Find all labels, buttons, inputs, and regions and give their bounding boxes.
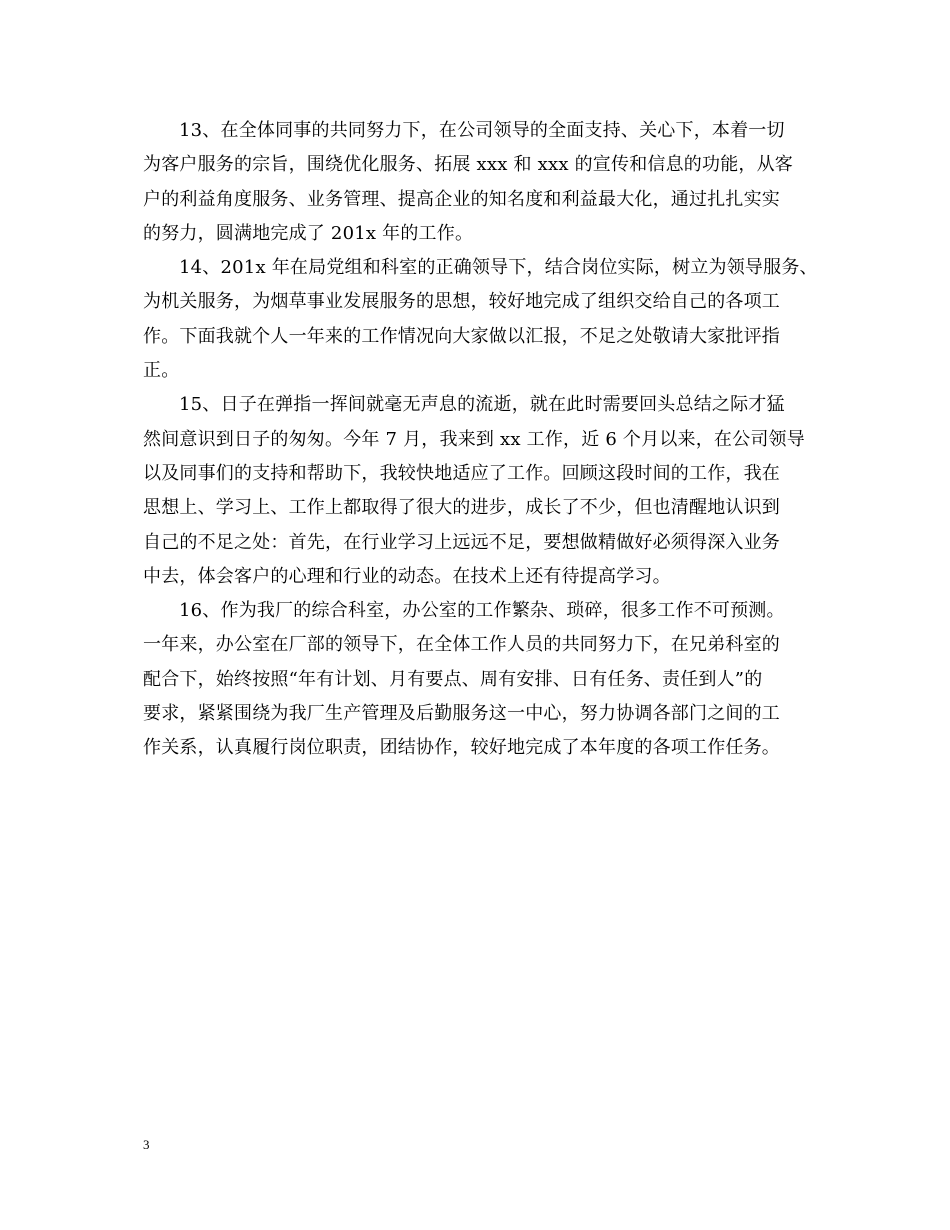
paragraph-line: 作关系，认真履行岗位职责，团结协作，较好地完成了本年度的各项工作任务。: [143, 737, 780, 759]
paragraph-13: [143, 114, 813, 251]
paragraph-line: 自己的不足之处：首先，在行业学习上远远不足，要想做精做好必须得深入业务: [143, 531, 780, 553]
paragraph-line: 思想上、学习上、工作上都取得了很大的进步，成长了不少，但也清醒地认识到: [143, 497, 780, 519]
paragraph-line: 15、日子在弹指一挥间就毫无声息的流逝，就在此时需要回头总结之际才猛: [179, 394, 785, 416]
paragraph-line: 然间意识到日子的匆匆。今年 7 月，我来到 xx 工作，近 6 个月以来，在公司领导: [143, 428, 805, 450]
paragraph-line: 正。: [143, 360, 180, 382]
paragraph-line: 为机关服务，为烟草事业发展服务的思想，较好地完成了组织交给自己的各项工: [143, 291, 780, 313]
paragraph-line: 为客户服务的宗旨，围绕优化服务、拓展 xxx 和 xxx 的宣传和信息的功能，从客: [143, 154, 793, 176]
paragraph-line: 配合下，始终按照“年有计划、月有要点、周有安排、日有任务、责任到人”的: [143, 668, 763, 690]
paragraph-line: 户的利益角度服务、业务管理、提高企业的知名度和利益最大化，通过扎扎实实: [143, 188, 780, 210]
paragraph-16: [143, 594, 813, 765]
paragraph-line: 14、201x 年在局党组和科室的正确领导下，结合岗位实际，树立为领导服务、: [179, 257, 818, 279]
paragraph-line: 中去，体会客户的心理和行业的动态。在技术上还有待提高学习。: [143, 565, 671, 587]
paragraph-line: 作。下面我就个人一年来的工作情况向大家做以汇报，不足之处敬请大家批评指: [143, 325, 780, 347]
paragraph-line: 13、在全体同事的共同努力下，在公司领导的全面支持、关心下，本着一切: [179, 120, 785, 141]
paragraph-line: 一年来，办公室在厂部的领导下，在全体工作人员的共同努力下，在兄弟科室的: [143, 634, 780, 656]
paragraph-14: [143, 251, 818, 388]
body-text: [143, 114, 818, 766]
paragraph-line: 要求，紧紧围绕为我厂生产管理及后勤服务这一中心，努力协调各部门之间的工: [143, 703, 780, 725]
paragraph-line: 以及同事们的支持和帮助下，我较快地适应了工作。回顾这段时间的工作，我在: [143, 462, 780, 484]
page-number: 3: [143, 1137, 150, 1152]
paragraph-line: 16、作为我厂的综合科室，办公室的工作繁杂、琐碎，很多工作不可预测。: [179, 600, 785, 622]
paragraph-15: [143, 388, 813, 594]
paragraph-line: 的努力，圆满地完成了 201x 年的工作。: [143, 222, 474, 244]
